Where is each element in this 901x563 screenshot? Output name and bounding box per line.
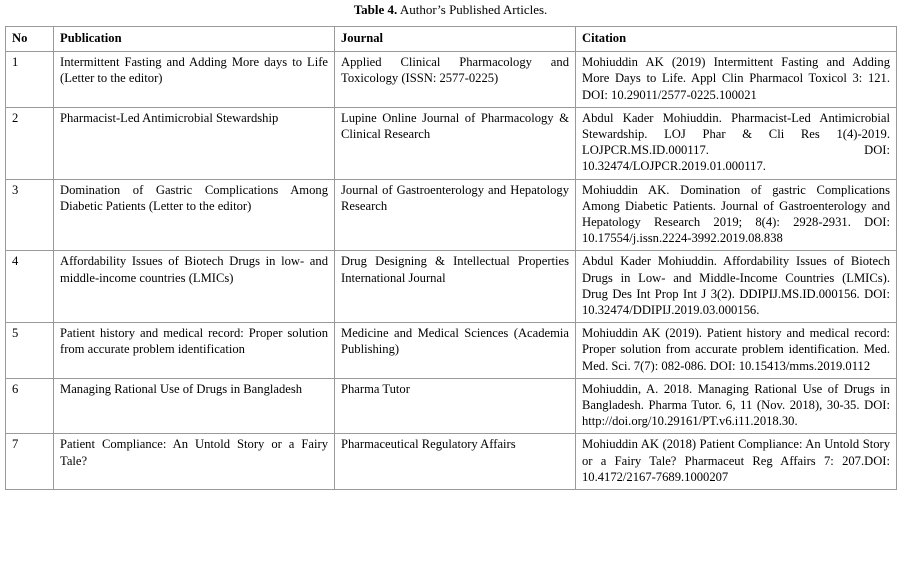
cell-journal: Medicine and Medical Sciences (Academia Publishing)	[335, 323, 576, 379]
cell-no: 4	[6, 251, 54, 323]
cell-publication: Domination of Gastric Complications Among Diabetic Patients (Letter to the editor)	[54, 179, 335, 251]
cell-no: 1	[6, 52, 54, 108]
cell-publication: Managing Rational Use of Drugs in Bangladesh	[54, 378, 335, 434]
table-caption-text: Author’s Published Articles.	[399, 2, 548, 17]
cell-citation: Mohiuddin, A. 2018. Managing Rational Use of Drugs in Bangladesh. Pharma Tutor. 6, 11 (Nov. 2018), 30-35. DOI: http://doi.org/10.29161/PT.v6.i11.2018.30.	[576, 378, 897, 434]
cell-journal: Pharmaceutical Regulatory Affairs	[335, 434, 576, 490]
table-row	[6, 378, 897, 434]
header-journal: Journal	[335, 27, 576, 52]
cell-journal: Applied Clinical Pharmacology and Toxicology (ISSN: 2577-0225)	[335, 52, 576, 108]
cell-journal: Journal of Gastroenterology and Hepatology Research	[335, 179, 576, 251]
published-articles-table	[5, 26, 897, 490]
cell-journal: Drug Designing & Intellectual Properties International Journal	[335, 251, 576, 323]
cell-journal: Lupine Online Journal of Pharmacology & Clinical Research	[335, 107, 576, 179]
table-header-row	[6, 27, 897, 52]
header-citation: Citation	[576, 27, 897, 52]
cell-no: 6	[6, 378, 54, 434]
table-row	[6, 52, 897, 108]
cell-citation: Abdul Kader Mohiuddin. Affordability Issues of Biotech Drugs in Low- and Middle-Income Countries (LMICs). Drug Des Int Prop Int J 3(2). DDIPIJ.MS.ID.000156. DOI: 10.32474/DDIPIJ.2019.03.000156.	[576, 251, 897, 323]
table-row	[6, 323, 897, 379]
cell-citation: Abdul Kader Mohiuddin. Pharmacist-Led Antimicrobial Stewardship. LOJ Phar & Cli Res 1(4)-2019. LOJPCR.MS.ID.000117. DOI: 10.32474/LOJPCR.2019.01.000117.	[576, 107, 897, 179]
cell-citation: Mohiuddin AK (2019) Intermittent Fasting and Adding More Days to Life. Appl Clin Pharmacol Toxicol 3: 121. DOI: 10.29011/2577-0225.100021	[576, 52, 897, 108]
cell-publication: Patient Compliance: An Untold Story or a Fairy Tale?	[54, 434, 335, 490]
cell-no: 2	[6, 107, 54, 179]
cell-citation: Mohiuddin AK. Domination of gastric Complications Among Diabetic Patients. Journal of Gastroenterology and Hepatology Research 2019; 8(4): 2928-2931. DOI: 10.17554/j.issn.2224-3992.2019.08.838	[576, 179, 897, 251]
cell-publication: Pharmacist-Led Antimicrobial Stewardship	[54, 107, 335, 179]
cell-publication: Intermittent Fasting and Adding More days to Life (Letter to the editor)	[54, 52, 335, 108]
table-row	[6, 434, 897, 490]
cell-no: 7	[6, 434, 54, 490]
table-row	[6, 179, 897, 251]
cell-publication: Affordability Issues of Biotech Drugs in low- and middle-income countries (LMICs)	[54, 251, 335, 323]
table-caption-label: Table 4.	[353, 2, 398, 17]
cell-publication: Patient history and medical record: Proper solution from accurate problem identification	[54, 323, 335, 379]
cell-citation: Mohiuddin AK (2018) Patient Compliance: An Untold Story or a Fairy Tale? Pharmaceut Reg Affairs 7: 207.DOI: 10.4172/2167-7689.1000207	[576, 434, 897, 490]
table-row	[6, 251, 897, 323]
cell-no: 3	[6, 179, 54, 251]
table-row	[6, 107, 897, 179]
header-publication: Publication	[54, 27, 335, 52]
header-no: No	[6, 27, 54, 52]
cell-citation: Mohiuddin AK (2019). Patient history and medical record: Proper solution from accurate problem identification. Med. Med. Sci. 7(7): 082-086. DOI: 10.15413/mms.2019.0112	[576, 323, 897, 379]
cell-journal: Pharma Tutor	[335, 378, 576, 434]
table-caption	[0, 2, 901, 18]
cell-no: 5	[6, 323, 54, 379]
